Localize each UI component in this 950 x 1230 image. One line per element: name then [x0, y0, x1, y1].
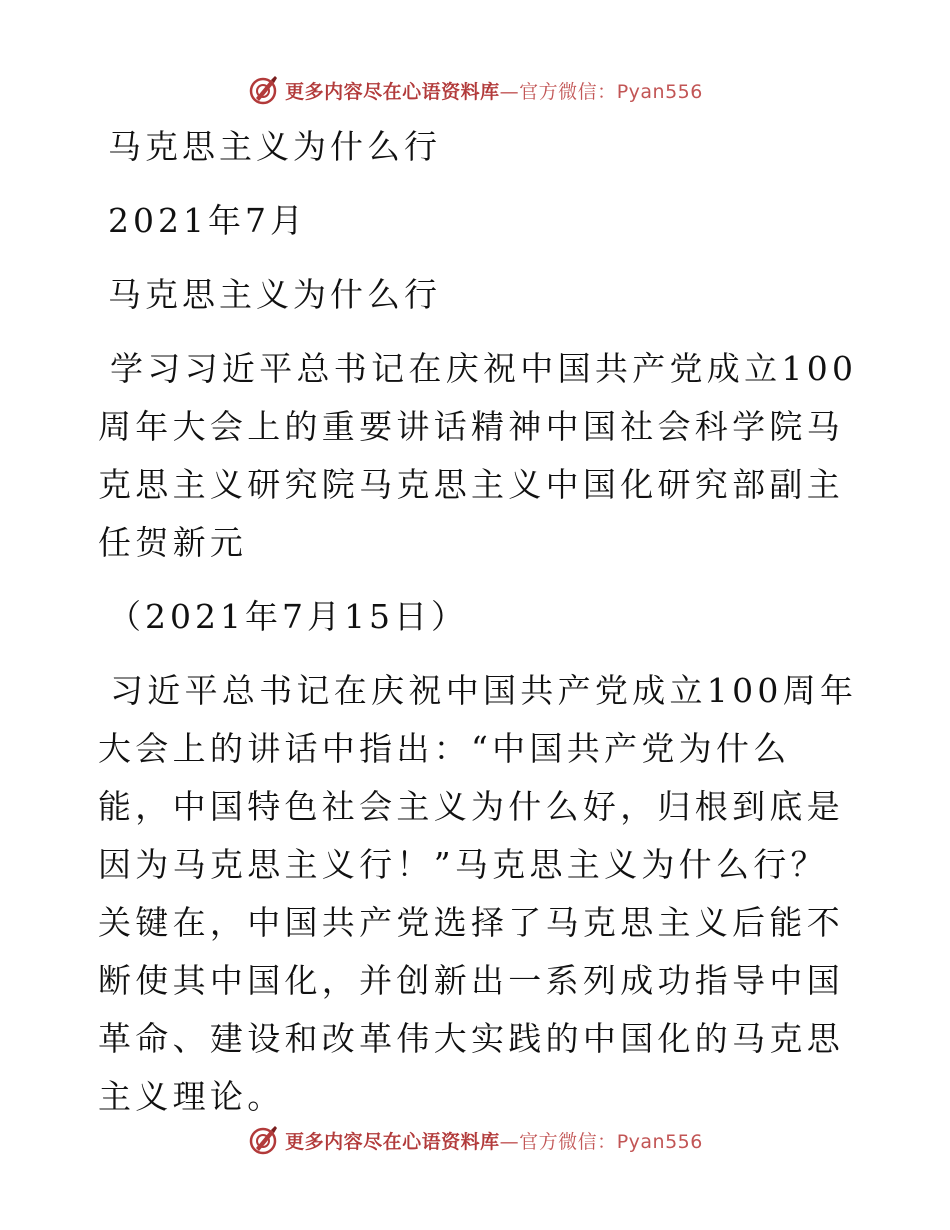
- pen-logo-icon: [247, 1124, 279, 1156]
- document-date: 2021年7月: [108, 201, 307, 240]
- watermark-sub: —官方微信：: [499, 80, 617, 103]
- document-date-full: （2021年7月15日）: [108, 597, 468, 636]
- watermark-sub: —官方微信：: [499, 1130, 617, 1153]
- watermark-text: [285, 1127, 703, 1154]
- watermark-id: Pyan556: [616, 1130, 703, 1153]
- document-paragraph: 习近平总书记在庆祝中国共产党成立100周年大会上的讲话中指出：“中国共产党为什么能，中国特色社会主义为什么好，归根到底是因为马克思主义行！”马克思主义为什么行？关键在，中国共产党选择了马克思主义后能不断使其中国化，并创新出一系列成功指导中国革命、建设和改革伟大实践的中国化的马克思主义理论。: [98, 671, 858, 1116]
- document-body: [98, 118, 858, 1142]
- document-title: 马克思主义为什么行: [108, 127, 441, 166]
- document-intro: 学习习近平总书记在庆祝中国共产党成立100周年大会上的重要讲话精神中国社会科学院马克思主义研究院马克思主义中国化研究部副主任贺新元: [98, 349, 858, 562]
- pen-logo-icon: [247, 74, 279, 106]
- footer-watermark: [0, 1122, 950, 1158]
- watermark-id: Pyan556: [616, 80, 703, 103]
- header-watermark: [0, 72, 950, 108]
- watermark-text: [285, 77, 703, 104]
- watermark-main: 更多内容尽在心语资料库: [285, 1130, 500, 1153]
- document-heading: 马克思主义为什么行: [108, 275, 441, 314]
- watermark-main: 更多内容尽在心语资料库: [285, 80, 500, 103]
